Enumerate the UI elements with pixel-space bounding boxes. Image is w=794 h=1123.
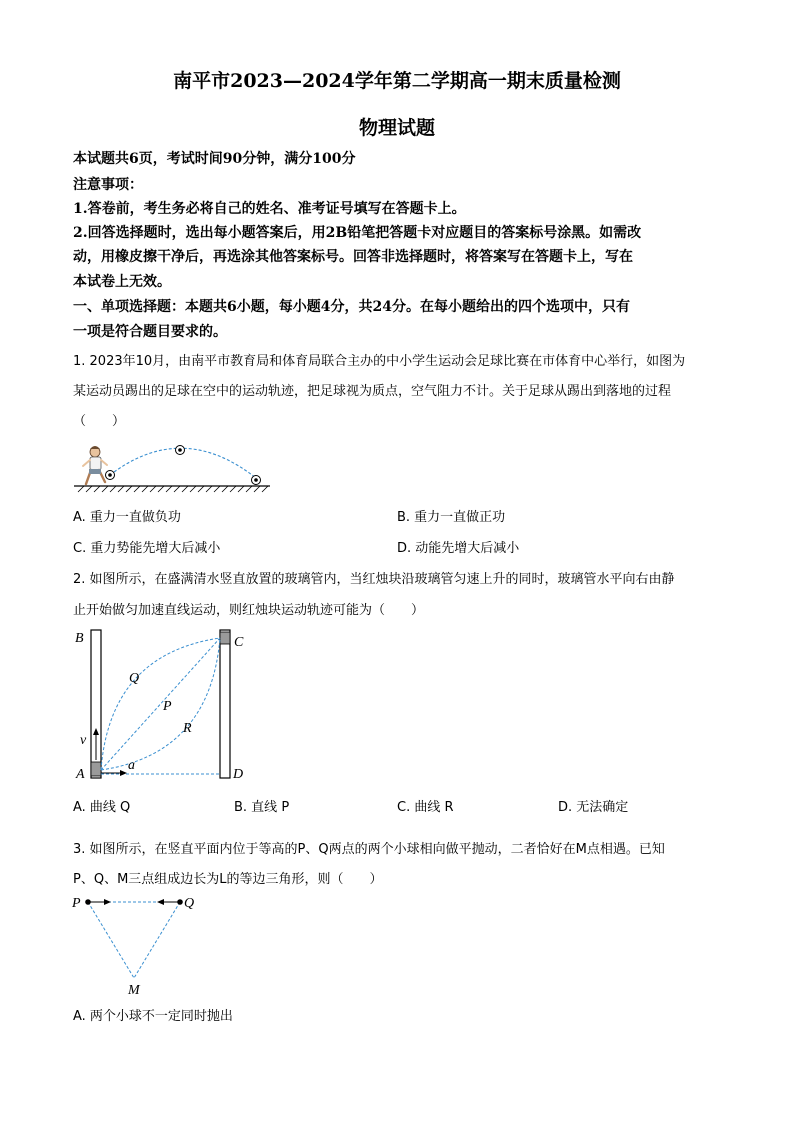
triangle-left-side [88,902,134,978]
label-r: R [183,721,192,736]
q1-stem-line1: 1. 2023年10月，由南平市教育局和体育局联合主办的中小学生运动会足球比赛在市体育中心举行，如图为 [73,354,686,369]
label-d: D [233,767,244,782]
label-c: C [234,635,244,650]
q3-stem-line1: 3. 如图所示，在竖直平面内位于等高的P、Q两点的两个小球相向做平抛动，二者恰好在M点相遇。已知 [73,842,665,857]
note-item-1: 1.答卷前，考生务必将自己的姓名、准考证号填写在答题卡上。 [73,201,466,217]
player-figure [83,446,107,484]
q2-option-c[interactable]: C. 曲线 R [397,800,454,815]
label-a-point: A [76,767,85,782]
arrow-p-head [104,899,111,905]
right-glass-tube [220,630,230,778]
q1-stem-line2: 某运动员踢出的足球在空中的运动轨迹，把足球视为质点，空气阻力不计。关于足球从踢出到落地的过程 [73,384,672,399]
notes-heading: 注意事项： [73,177,143,193]
wax-block-end [220,632,230,644]
arrow-q-head [157,899,164,905]
q2-option-a[interactable]: A. 曲线 Q [73,800,131,815]
q1-stem-line3: （ ） [73,414,126,429]
label-v: v [80,733,87,748]
ball-top [176,446,185,455]
note-item-2-line2: 动，用橡皮擦干净后，再选涂其他答案标号。回答非选择题时，将答案写在答题卡上，写在 [73,249,633,265]
label-q: Q [184,896,195,911]
label-b: B [75,631,84,646]
triangle-right-side [134,902,180,978]
label-p: P [72,896,81,911]
section-heading-line1: 一、单项选择题：本题共6小题，每小题4分，共24分。在每小题给出的四个选项中，只有 [73,299,630,315]
q2-option-d[interactable]: D. 无法确定 [558,800,629,815]
q2-stem-line1: 2. 如图所示，在盛满清水竖直放置的玻璃管内，当红烛块沿玻璃管匀速上升的同时，玻璃管水平向右由静 [73,572,675,587]
q3-option-a[interactable]: A. 两个小球不一定同时抛出 [73,1009,233,1024]
ball-q [177,899,183,905]
q1-option-d[interactable]: D. 动能先增大后减小 [397,541,520,556]
ball-start [106,471,115,480]
label-a-accel: a [128,758,135,773]
ball-p [85,899,91,905]
q2-option-b[interactable]: B. 直线 P [234,800,290,815]
label-m: M [128,983,140,998]
ball-end [252,476,261,485]
q1-option-c[interactable]: C. 重力势能先增大后减小 [73,541,221,556]
section-heading-line2: 一项是符合题目要求的。 [73,324,227,340]
q1-option-b[interactable]: B. 重力一直做正功 [397,510,506,525]
note-item-2-line1: 2.回答选择题时，选出每小题答案后，用2B铅笔把答题卡对应题目的答案标号涂黑。如需改 [73,225,642,241]
q1-figure [70,438,280,496]
q1-option-a[interactable]: A. 重力一直做负功 [73,510,181,525]
wax-block-start [91,762,101,776]
exam-subtitle: 物理试题 [358,117,435,139]
q2-stem-line2: 止开始做匀加速直线运动，则红烛块运动轨迹可能为（ ） [73,603,425,618]
q3-stem-line2: P、Q、M三点组成边长为L的等边三角形，则（ ） [73,872,383,887]
q2-figure [70,624,255,786]
acceleration-arrowhead [120,770,127,776]
exam-info: 本试题共6页，考试时间90分钟，满分100分 [73,151,356,167]
note-item-2-line3: 本试卷上无效。 [73,274,171,290]
label-q: Q [129,671,140,686]
exam-title: 南平市2023—2024学年第二学期高一期末质量检测 [173,70,621,92]
label-p: P [163,699,172,714]
ground-hatch [78,486,268,492]
q3-figure [68,890,203,1000]
